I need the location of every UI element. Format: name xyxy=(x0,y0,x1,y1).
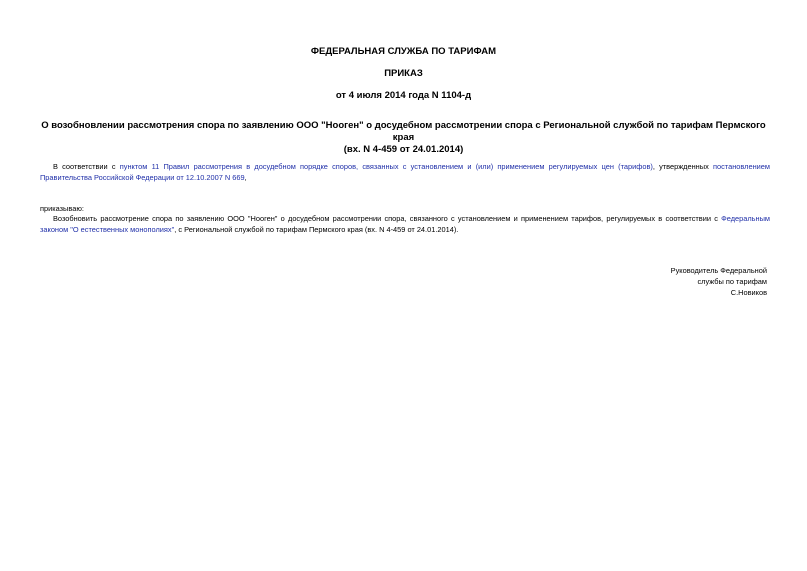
order-paragraph xyxy=(40,214,770,236)
document-title xyxy=(40,120,767,156)
preamble-text-3: , xyxy=(244,172,247,182)
agency-name: ФЕДЕРАЛЬНАЯ СЛУЖБА ПО ТАРИФАМ xyxy=(310,46,497,57)
preamble-text-2: , утвержденных xyxy=(652,162,713,171)
federal-law-link[interactable]: Федеральным законом "О естественных монополиях" xyxy=(40,214,770,234)
signature-position-line-1: Руководитель Федеральной xyxy=(670,266,767,275)
document-date-number: от 4 июля 2014 года N 1104-д xyxy=(335,90,472,101)
signature-position-line-2: службы по тарифам xyxy=(697,276,767,286)
signature-block xyxy=(671,266,767,298)
order-text-2: , с Региональной службой по тарифам Пермского края (вх. N 4-459 от 24.01.2014). xyxy=(174,224,459,234)
preamble-paragraph xyxy=(40,162,770,184)
document-title-line-1: О возобновлении рассмотрения спора по заявлению ООО "Нооген" о досудебном рассмотрении спора с Региональной службой по тарифам Пермского края xyxy=(41,120,766,143)
document-title-line-2: (вх. N 4-459 от 24.01.2014) xyxy=(343,144,464,155)
signature-name: С.Новиков xyxy=(730,287,767,297)
rules-link[interactable]: пунктом 11 Правил рассмотрения в досудебном порядке споров, связанных с установлением и (или) применением регулируемых цен (тарифов) xyxy=(119,162,653,171)
document-type: ПРИКАЗ xyxy=(384,68,423,79)
government-decree-link[interactable]: постановлением Правительства Российской Федерации от 12.10.2007 N 669 xyxy=(40,162,770,182)
order-directive: приказываю: xyxy=(40,204,84,213)
preamble-text-1: В соответствии с xyxy=(53,162,120,171)
order-text-1: Возобновить рассмотрение спора по заявлению ООО "Нооген" о досудебном рассмотрении спора, связанного с установлением и применением тарифов, регулируемых в соответствии с xyxy=(53,214,722,223)
